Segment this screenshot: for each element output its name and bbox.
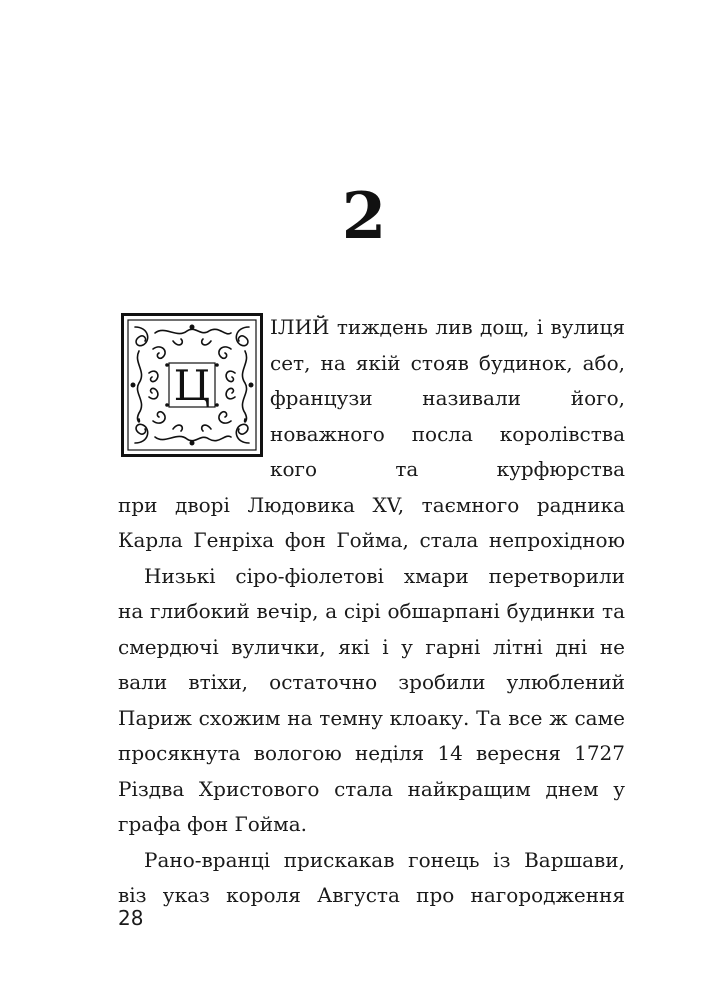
text-line: при дворі Людовика XV, таємного радника xyxy=(118,492,625,517)
page-number: 28 xyxy=(118,906,144,930)
text-line: смердючі вулички, які і у гарні літні дні не xyxy=(118,634,625,659)
text-line: новажного посла королівства xyxy=(270,421,625,446)
text-line: просякнута вологою неділя 14 вересня 1727 xyxy=(118,741,625,765)
text-line: кого та курфюрства xyxy=(270,457,625,481)
text-line: французи називали його, xyxy=(270,386,625,410)
text-line: Рано-вранці прискакав гонець із Варшави, xyxy=(144,847,625,872)
text-line: на глибокий вечір, а сірі обшарпані будинки та xyxy=(118,599,625,623)
paragraph xyxy=(118,843,625,914)
text-line: Різдва Христового стала найкращим днем у xyxy=(118,776,625,801)
text-line: Карла Генріха фон Гойма, стала непрохідною xyxy=(118,528,625,552)
drop-cap-letter: Ц xyxy=(173,361,211,410)
text-line: Париж схожим на темну клоаку. Та все ж саме xyxy=(118,705,625,730)
paragraph xyxy=(118,559,625,843)
text-line: Низькі сіро-фіолетові хмари перетворили xyxy=(144,563,625,588)
text-line: віз указ короля Августа про нагородження xyxy=(118,883,625,907)
text-line: сет, на якій стояв будинок, або, xyxy=(270,350,625,375)
text-line: вали втіхи, остаточно зробили улюблений xyxy=(118,670,625,694)
text-line: графа фон Гойма. xyxy=(118,812,307,836)
text-line: ІЛИЙ тиждень лив дощ, і вулиця xyxy=(270,315,625,339)
paragraph xyxy=(118,310,625,559)
chapter-number: 2 xyxy=(341,179,387,254)
body-text xyxy=(118,310,625,914)
